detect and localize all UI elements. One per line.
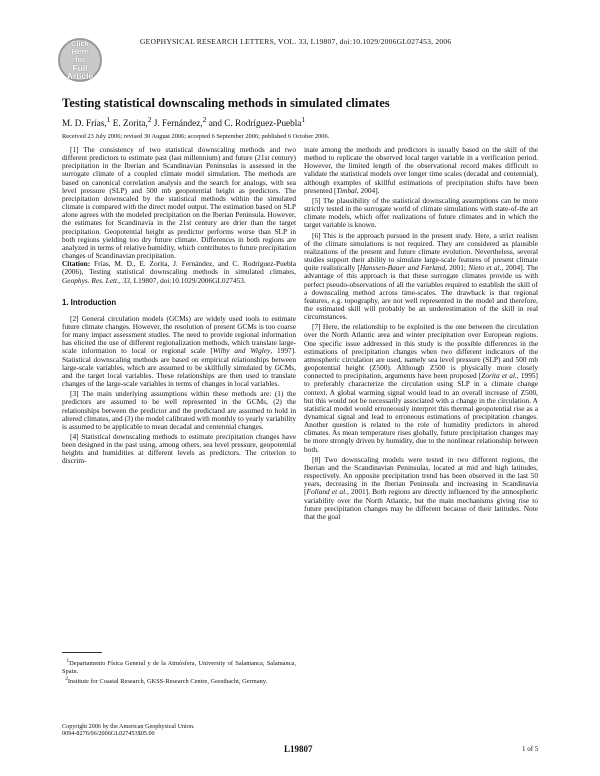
paragraph-7: [7] Here, the relationship to be exploited is the one between the circulation over the North Atlantic area and winter precipitation over European regions. One specific issue addressed in this study is the possible differences in the estimations of precipitation changes when two different indicators of the atmospheric circulation are used, namely sea level pressure (SLP) and 500 mb geopotential height (Z500). Although Z500 is physically more closely connected to precipitation, arguments have been proposed [Zorita et al., 1995] to preferably characterize the circulation using SLP in a climate change context. A global warming signal would lead to an overall increase of Z500, but this would not be necessarily associated with a change in the circulation. A statistical model would erroneously interpret this thermal geopotential rise as a dynamical signal and lead to erroneous estimations of precipitation changes. Another question is related to the role of humidity predictors in altered climates. As mean temperature rises globally, future precipitation changes may be more strongly driven by humidity, due to the nonlinear relationship between both. bbox=[304, 322, 538, 454]
footnote-affiliation-1: $^1$Departamento Física General y de la Atmósfera, University of Salamanca, Salamanca, Spain. bbox=[62, 658, 296, 675]
paragraph-2: [2] General circulation models (GCMs) are widely used tools to estimate future climate changes. However, the resolution of present GCMs is too coarse for many impact assessment studies. The need to provide regional information has elicited the use of different regionalization methods, which translate large-scale information to local or regional scale [Wilby and Wigley, 1997]. Statistical downscaling methods are based on empirical relationships between large-scale variables, which are assumed to be skillfully simulated by GCMs, and the target local variables. These relationships are then used to translate changes of the large-scale variables in terms of changes in local variables. bbox=[62, 313, 296, 389]
left-column bbox=[62, 146, 296, 466]
paragraph-8: [8] Two downscaling models were tested in two different regions, the Iberian and the Scandinavian Peninsulas, located at mid and high latitudes, respectively. An opposite precipitation trend has been observed in the last 50 years, decreasing in the Iberian Peninsula and increasing in Scandinavia [Folland et al., 2001]. Both regions are directly influenced by the atmospheric variability over the North Atlantic, but the main mechanisms giving rise to future precipitation changes may be different because of their latitudes. Note that the goal bbox=[304, 454, 538, 521]
paragraph-4-continued: inate among the methods and predictors is usually based on the skill of the method to replicate the observed local target variable in a verification period. However, the limited length of the observational record makes difficult to validate the statistical models over longer time scales (decadal and centennial), although examples of skillful estimations of precipitation shifts have been presented [Timbal, 2004]. bbox=[304, 145, 538, 195]
paragraph-5: [5] The plausibility of the statistical downscaling assumptions can be more strictly tested in the surrogate world of climate simulations with state-of-the art climate models, which offer realizations of future climates and in which the target variable is known. bbox=[304, 195, 538, 230]
badge-text: Click Here for Full Article bbox=[66, 39, 94, 81]
journal-header: GEOPHYSICAL RESEARCH LETTERS, VOL. 33, L19807, doi:10.1029/2006GL027453, 2006 bbox=[140, 37, 452, 46]
full-article-badge[interactable] bbox=[58, 38, 102, 82]
footnote-rule bbox=[62, 652, 102, 653]
paper-title: Testing statistical downscaling methods in simulated climates bbox=[62, 96, 390, 110]
paragraph-3: [3] The main underlying assumptions within these methods are: (1) the predictors are assumed to be well represented in the GCMs, (2) the relationships between the predictor and the predictand are assumed to hold in altered climates, and (3) the model calibrated with monthly to yearly variability is assumed to be applicable to mean decadal and centennial changes. bbox=[62, 389, 296, 431]
copyright-notice: Copyright 2006 by the American Geophysical Union. 0094-8276/06/2006GL027453$05.00 bbox=[62, 723, 195, 738]
received-dates: Received 23 July 2006; revised 30 August 2006; accepted 6 September 2006; published 6 October 2006. bbox=[62, 133, 330, 140]
footnote-affiliation-2: $^2$Institute for Coastal Research, GKSS-Research Centre, Geesthacht, Germany. bbox=[65, 676, 268, 686]
right-column bbox=[304, 146, 538, 521]
section-heading-introduction: 1. Introduction bbox=[62, 297, 117, 307]
paragraph-6: [6] This is the approach pursued in the present study. Here, a strict realism of the climate simulations is not required. They are considered as plausible realizations of the present and future climate evolution. Nevertheless, several studies support their ability to simulate large-scale features of present climate quite realistically [Hanssen-Bauer and Førland, 2001; Nieto et al., 2004]. The advantage of this approach is that these surrogate climates provide us with perfect pseudo-observations of all the variables required to establish the skill of a downscaling method across time-scales. The drawback is that regional features, e.g. topography, are not well represented in the model and therefore, the estimated skill will probably be an underestimation of the skill in real circumstances. bbox=[304, 230, 539, 322]
citation: Citation: Frías, M. D., E. Zorita, J. Fernández, and C. Rodríguez-Puebla (2006), Testing statistical downscaling methods in simulated climates, Geophys. Res. Lett., 33, L19807, doi:10.1029/2006GL027453. bbox=[62, 259, 296, 285]
paragraph-4: [4] Statistical downscaling methods to estimate precipitation changes have been designed in the past using, among others, sea level pressure, geopotential heights and humidities at different levels as predictors. The criterion to discrim- bbox=[62, 432, 296, 466]
author-list: M. D. Frías,$^1$ E. Zorita,$^2$ J. Fernández,$^2$ and C. Rodríguez-Puebla$^1$ bbox=[62, 115, 306, 129]
page-number: 1 of 5 bbox=[522, 745, 539, 753]
article-id: L19807 bbox=[284, 744, 313, 754]
abstract-paragraph: [1] The consistency of two statistical downscaling methods and two different predictors to estimate past (last millennium) and future (21st century) precipitation in the Iberian and Scandinavian Peninsulas is assessed in the surrogate climate of a coupled climate model simulation. The methods are based on canonical correlation analysis and the search for analogs, with sea level pressure (SLP) and 500 mb geopotential height as predictors. The precipitation downscaled by the statistical methods within the simulated climate is compared with the direct model output. The estimation based on SLP alone agrees with the modeled precipitation on the Iberian Peninsula. However, the estimates for Scandinavia in the 21st century are drier than the target precipitation. Geopotential height as predictor performs worse than SLP in both regions yielding too dry future climate. Differences in both regions are analyzed in terms of relative humidity, which contributes to future precipitation changes of Scandinavian precipitation. bbox=[62, 145, 296, 261]
